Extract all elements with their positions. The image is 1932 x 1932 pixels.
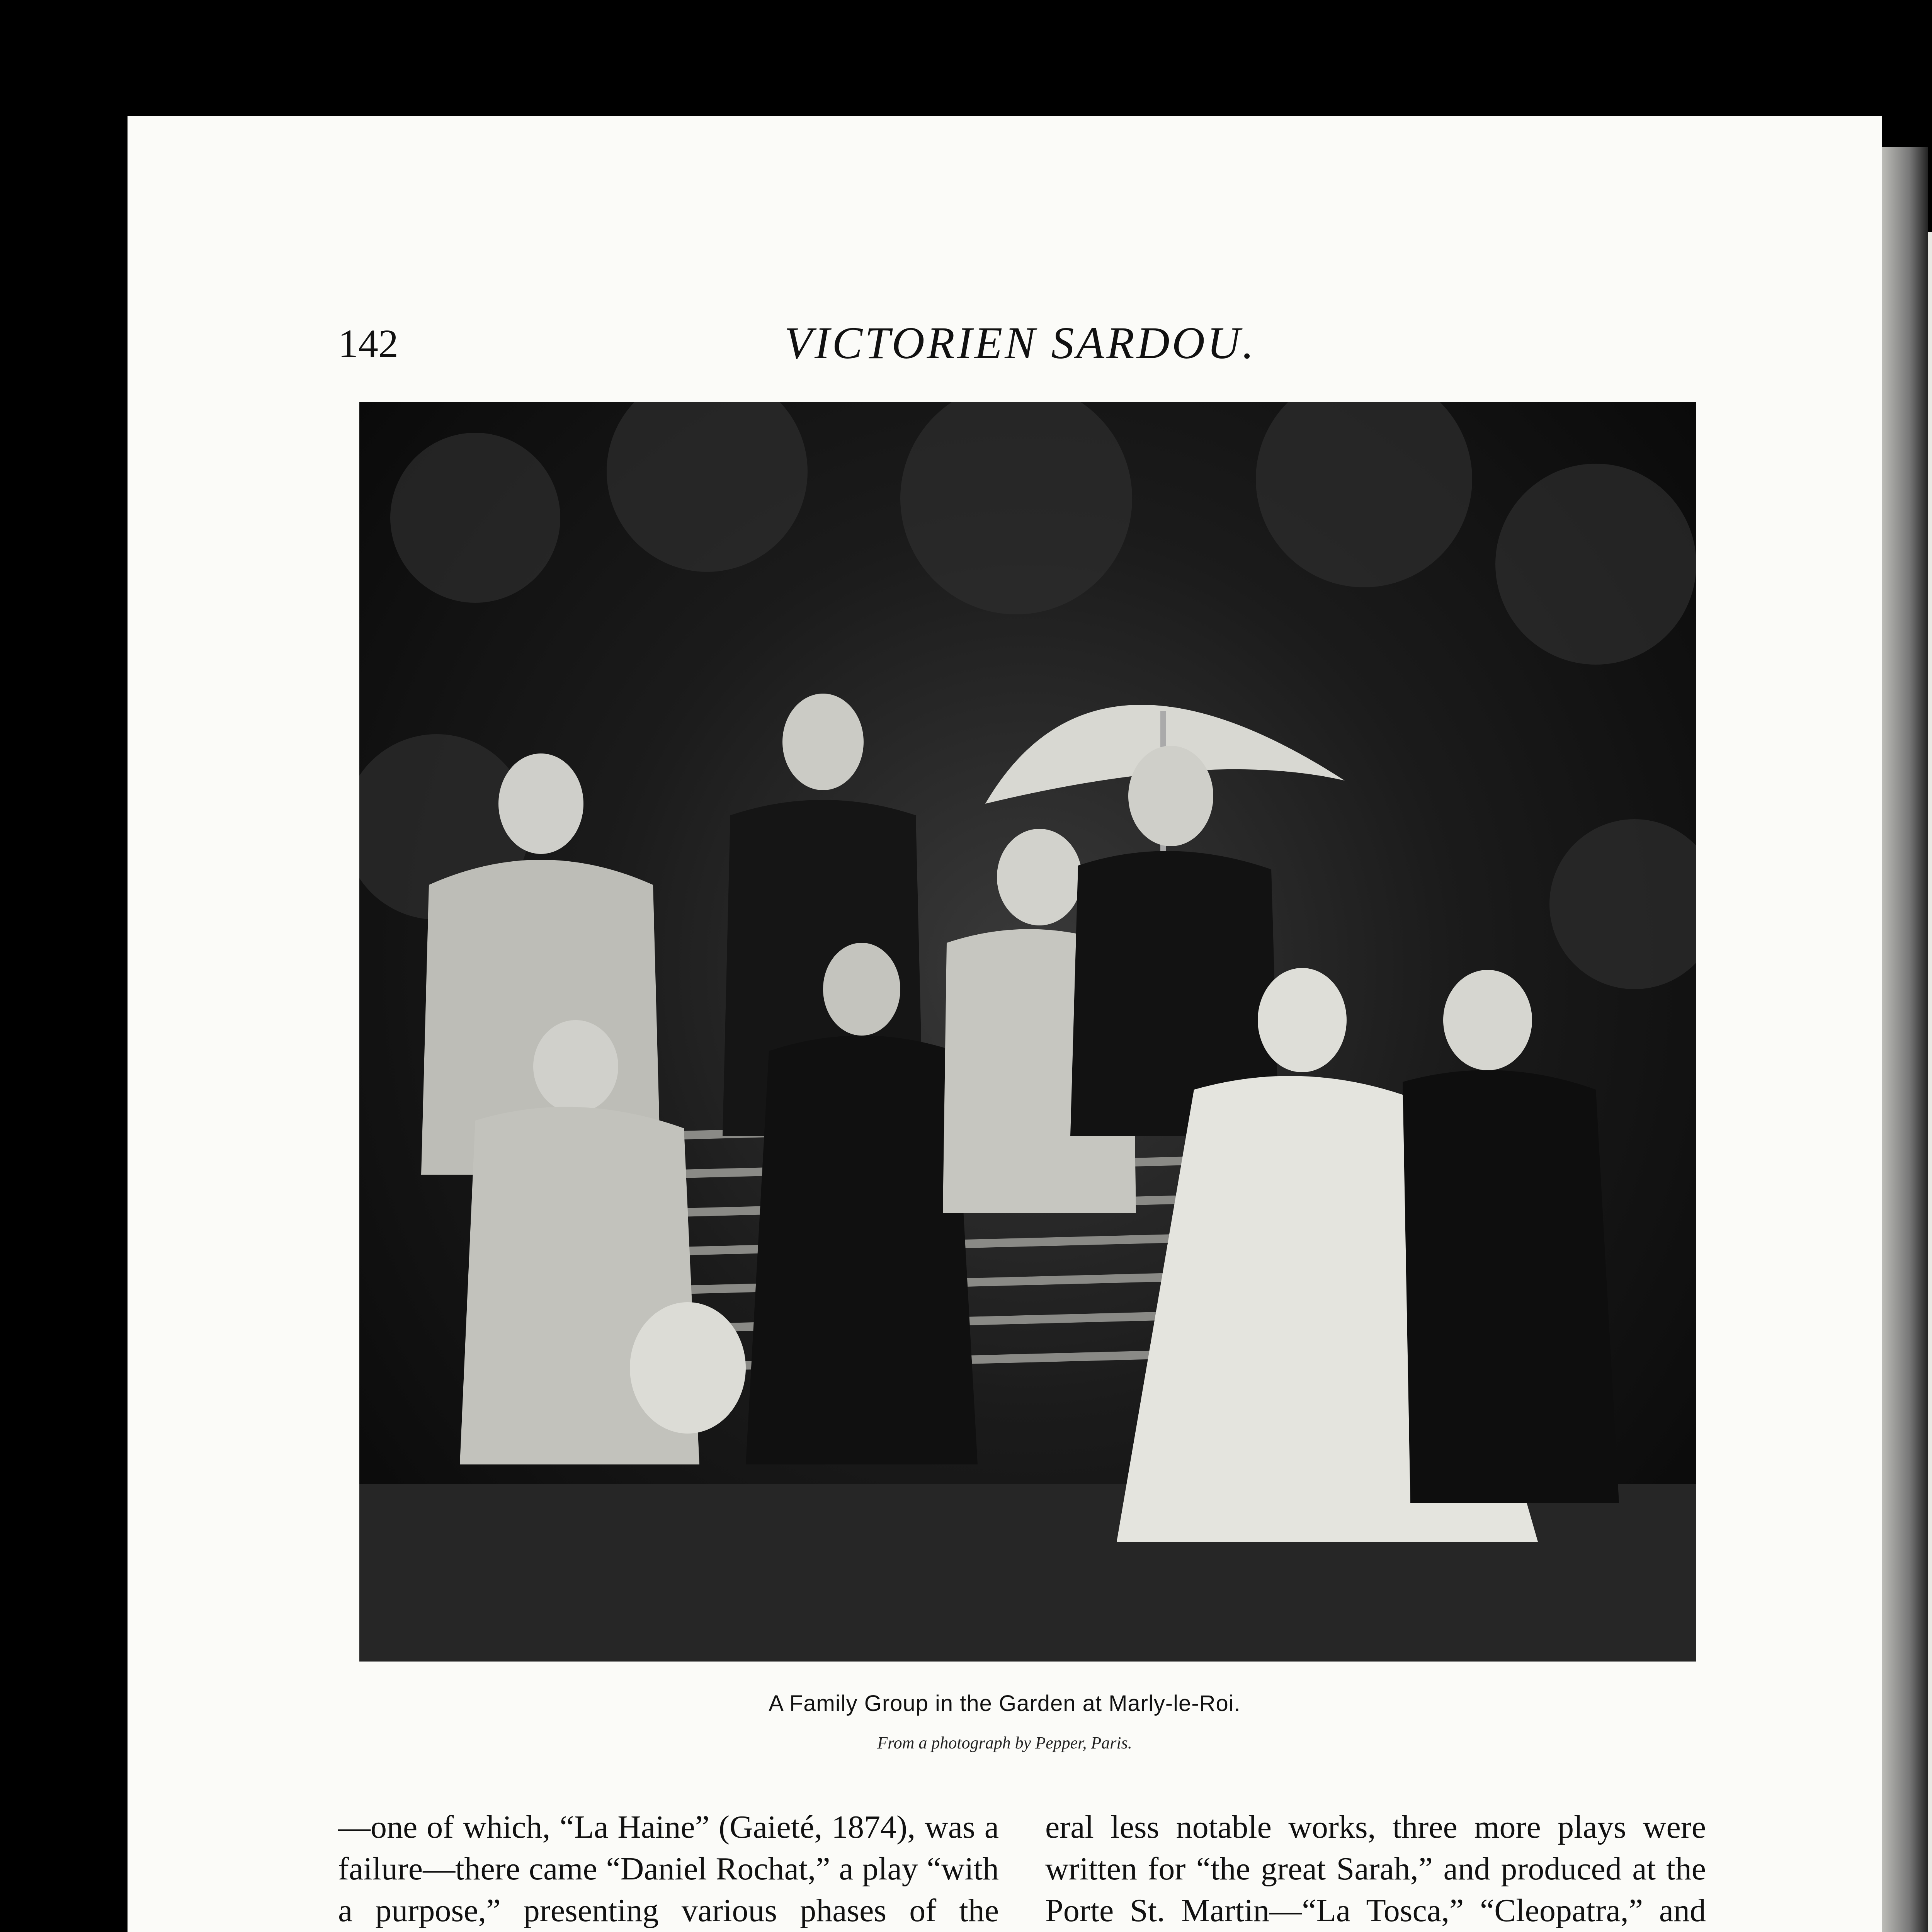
book-page [128, 116, 1882, 1932]
photo-credit: From a photograph by Pepper, Paris. [877, 1733, 1132, 1752]
next-page-edge [1928, 232, 1932, 1932]
photograph-illustration [359, 402, 1696, 1662]
running-title: VICTORIEN SARDOU. [784, 318, 1256, 368]
family-photograph [359, 402, 1696, 1662]
paragraph: eral less notable works, three more plays were written for “the great Sarah,” and produced at the Porte St. Martin—“La Tosca,” “Cleopatra,” and [1045, 1809, 1706, 1929]
text-column-left [338, 1806, 999, 1932]
photo-caption: A Family Group in the Garden at Marly-le-Roi. [769, 1691, 1241, 1716]
page-gutter-shadow [1882, 147, 1928, 1932]
page-header [128, 309, 1882, 386]
page-number: 142 [338, 321, 398, 366]
paragraph: —one of which, “La Haine” (Gaieté, 1874), was a failure—there came “Daniel Rochat,” a play “with a purpose,” presenting various phases of the [338, 1809, 999, 1929]
text-column-right [1045, 1806, 1706, 1932]
